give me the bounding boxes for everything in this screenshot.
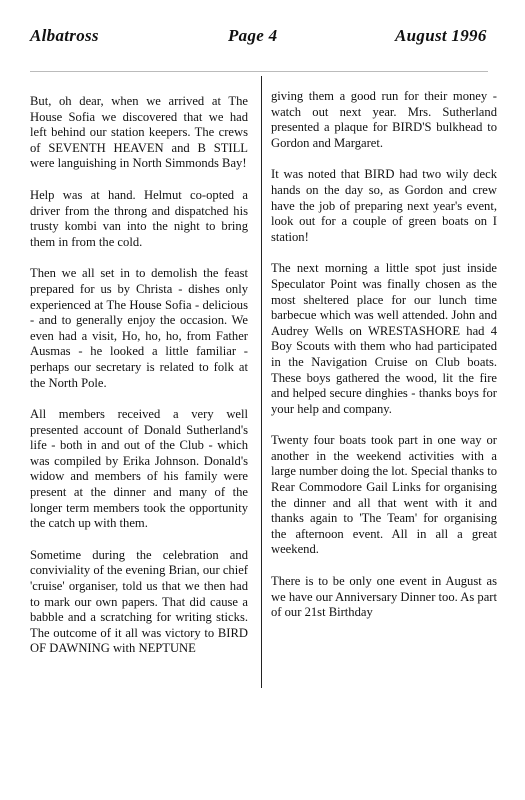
publication-title: Albatross [30,26,99,45]
paragraph: Then we all set in to demolish the feast prepared for us by Christa - dishes only experienced at The House Sofia - delicious - and to generally enjoy the occasion. We even had a visit, Ho, ho, ho, from Father Ausmas - he looked a little familiar - perhaps our secretary is related to folk at the North Pole. [30,266,248,390]
paragraph: All members received a very well presented account of Donald Sutherland's life - both in and out of the Club - which was compiled by Erika Johnson. Donald's widow and members of his family were present at the dinner and many of the longer term members took the opportunity the catch up with them. [30,407,248,531]
paragraph: There is to be only one event in August as we have our Anniversary Dinner too. As part of our 21st Birthday [271,574,497,620]
page-header [0,26,525,52]
header-divider [30,71,488,72]
paragraph: Help was at hand. Helmut co-opted a driver from the throng and dispatched his trusty kombi van into the night to bring them in from the cold. [30,187,248,249]
paragraph: The next morning a little spot just inside Speculator Point was finally chosen as the most sheltered place for our lunch time barbecue which was well attended. John and Audrey Wells on WRESTASHORE had 4 Boy Scouts with them who had participated in the Navigation Cruise on Club boats. These boys gathered the wood, lit the fire and helped secure dinghies - thanks boys for your help and company. [271,261,497,416]
paragraph: It was noted that BIRD had two wily deck hands on the day so, as Gordon and crew have the job of preparing next year's event, look out for a couple of green boats on I station! [271,167,497,244]
page-number: Page 4 [228,26,278,45]
right-column [271,89,497,637]
paragraph: giving them a good run for their money - watch out next year. Mrs. Sutherland presented a plaque for BIRD'S bulkhead to Gordon and Margaret. [271,89,497,150]
paragraph: Twenty four boats took part in one way or another in the weekend activities with a large number doing the lot. Special thanks to Rear Commodore Gail Links for organising the dinner and all that went with it and thanks again to 'The Team' for organising the afternoon event. All in all a great weekend. [271,433,497,557]
left-column [30,94,248,673]
paragraph: Sometime during the celebration and conviviality of the evening Brian, our chief 'cruise' organiser, told us that we then had to mark our own papers. That did cause a babble and a scratching for writing sticks. The outcome of it all was victory to BIRD OF DAWNING with NEPTUNE [30,547,248,656]
issue-date: August 1996 [395,26,487,45]
column-divider [261,76,262,688]
paragraph: But, oh dear, when we arrived at The House Sofia we discovered that we had left behind our station keepers. The crews of SEVENTH HEAVEN and B STILL were languishing in North Simmonds Bay! [30,94,248,171]
